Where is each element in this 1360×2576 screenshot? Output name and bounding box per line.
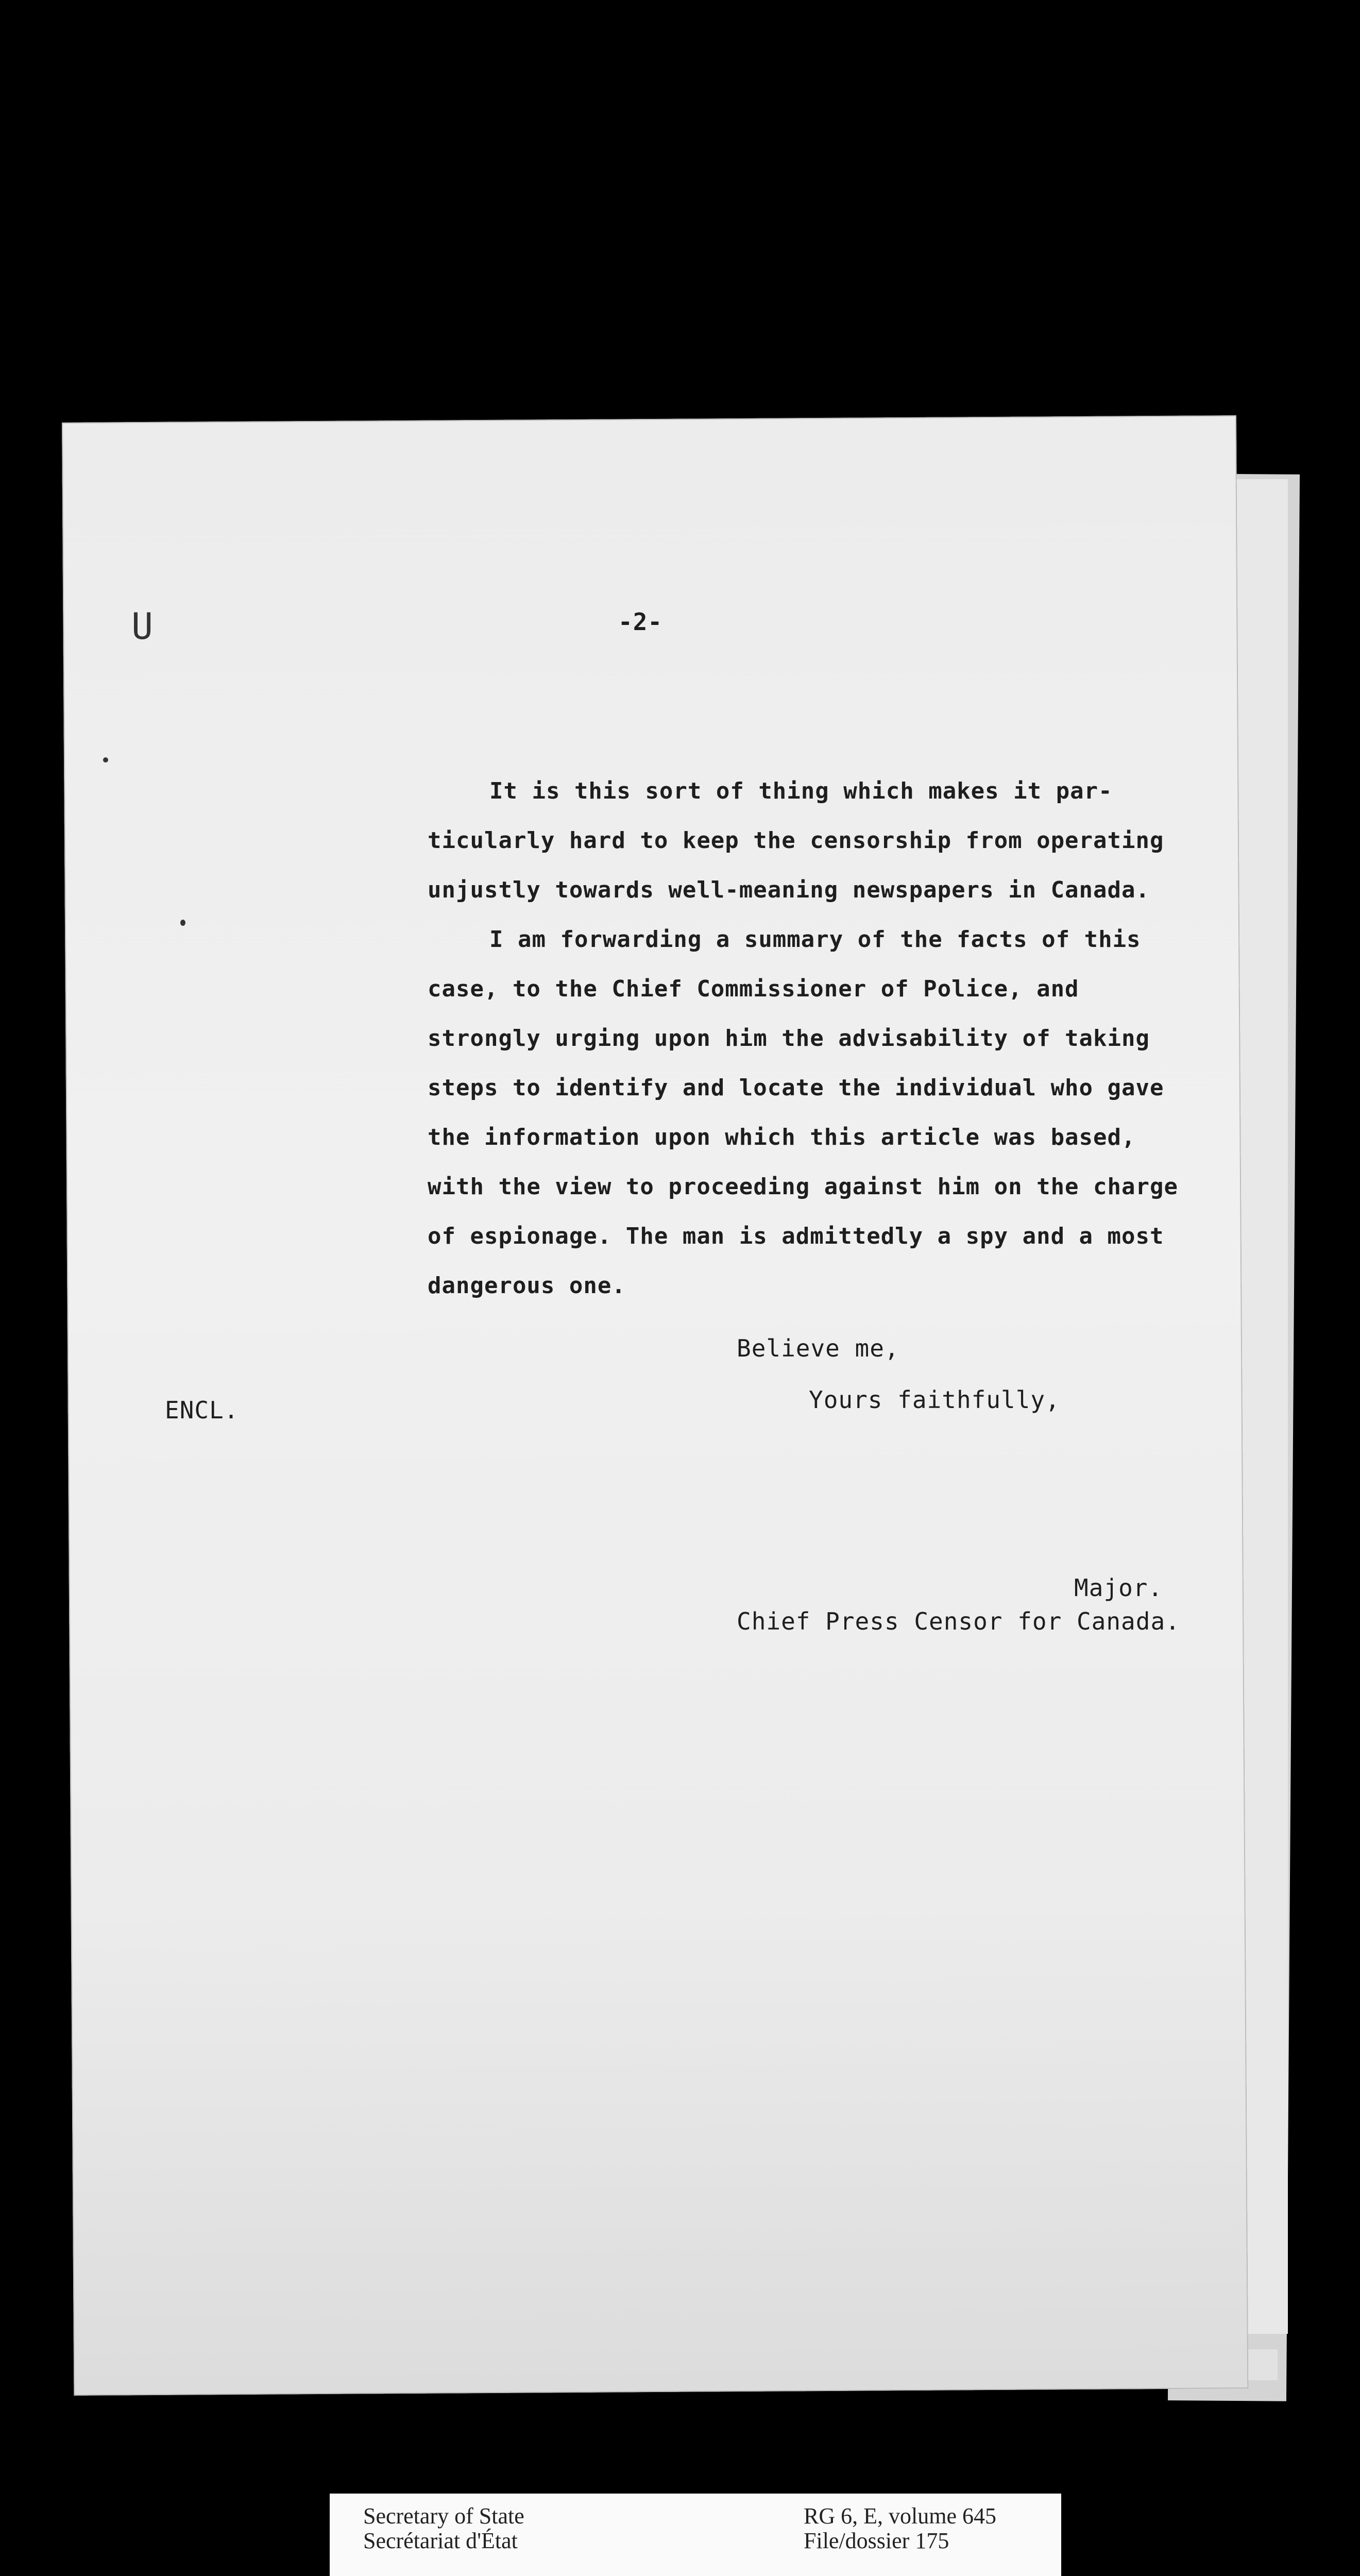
body-line: case, to the Chief Commissioner of Police, and <box>428 976 1079 1002</box>
file-reference: File/dossier 175 <box>804 2528 949 2553</box>
body-line: the information upon which this article was based, <box>428 1124 1136 1150</box>
record-group-reference: RG 6, E, volume 645 <box>804 2503 996 2529</box>
paper-speck <box>180 920 185 926</box>
body-line: I am forwarding a summary of the facts of this <box>489 926 1141 953</box>
department-french: Secrétariat d'État <box>363 2528 518 2553</box>
body-line: strongly urging upon him the advisability of taking <box>428 1025 1150 1052</box>
closing-yours: Yours faithfully, <box>809 1386 1060 1414</box>
signature-rank: Major. <box>1074 1574 1163 1602</box>
enclosure-note: ENCL. <box>165 1396 239 1424</box>
signature-title: Chief Press Censor for Canada. <box>737 1607 1180 1635</box>
page-number: -2- <box>618 608 663 636</box>
letter-page <box>62 415 1248 2396</box>
body-line: of espionage. The man is admittedly a spy and a most <box>428 1223 1164 1249</box>
body-line: It is this sort of thing which makes it par- <box>489 778 1113 804</box>
body-line: ticularly hard to keep the censorship from operating <box>428 827 1164 854</box>
page-mark: U <box>131 605 154 648</box>
closing-salutation: Believe me, <box>737 1334 899 1362</box>
paper-speck <box>103 757 108 762</box>
department-english: Secretary of State <box>363 2503 524 2529</box>
body-line: dangerous one. <box>428 1273 626 1299</box>
body-line: with the view to proceeding against him on the charge <box>428 1174 1178 1200</box>
body-line: steps to identify and locate the individual who gave <box>428 1075 1164 1101</box>
body-line: unjustly towards well-meaning newspapers in Canada. <box>428 877 1150 903</box>
